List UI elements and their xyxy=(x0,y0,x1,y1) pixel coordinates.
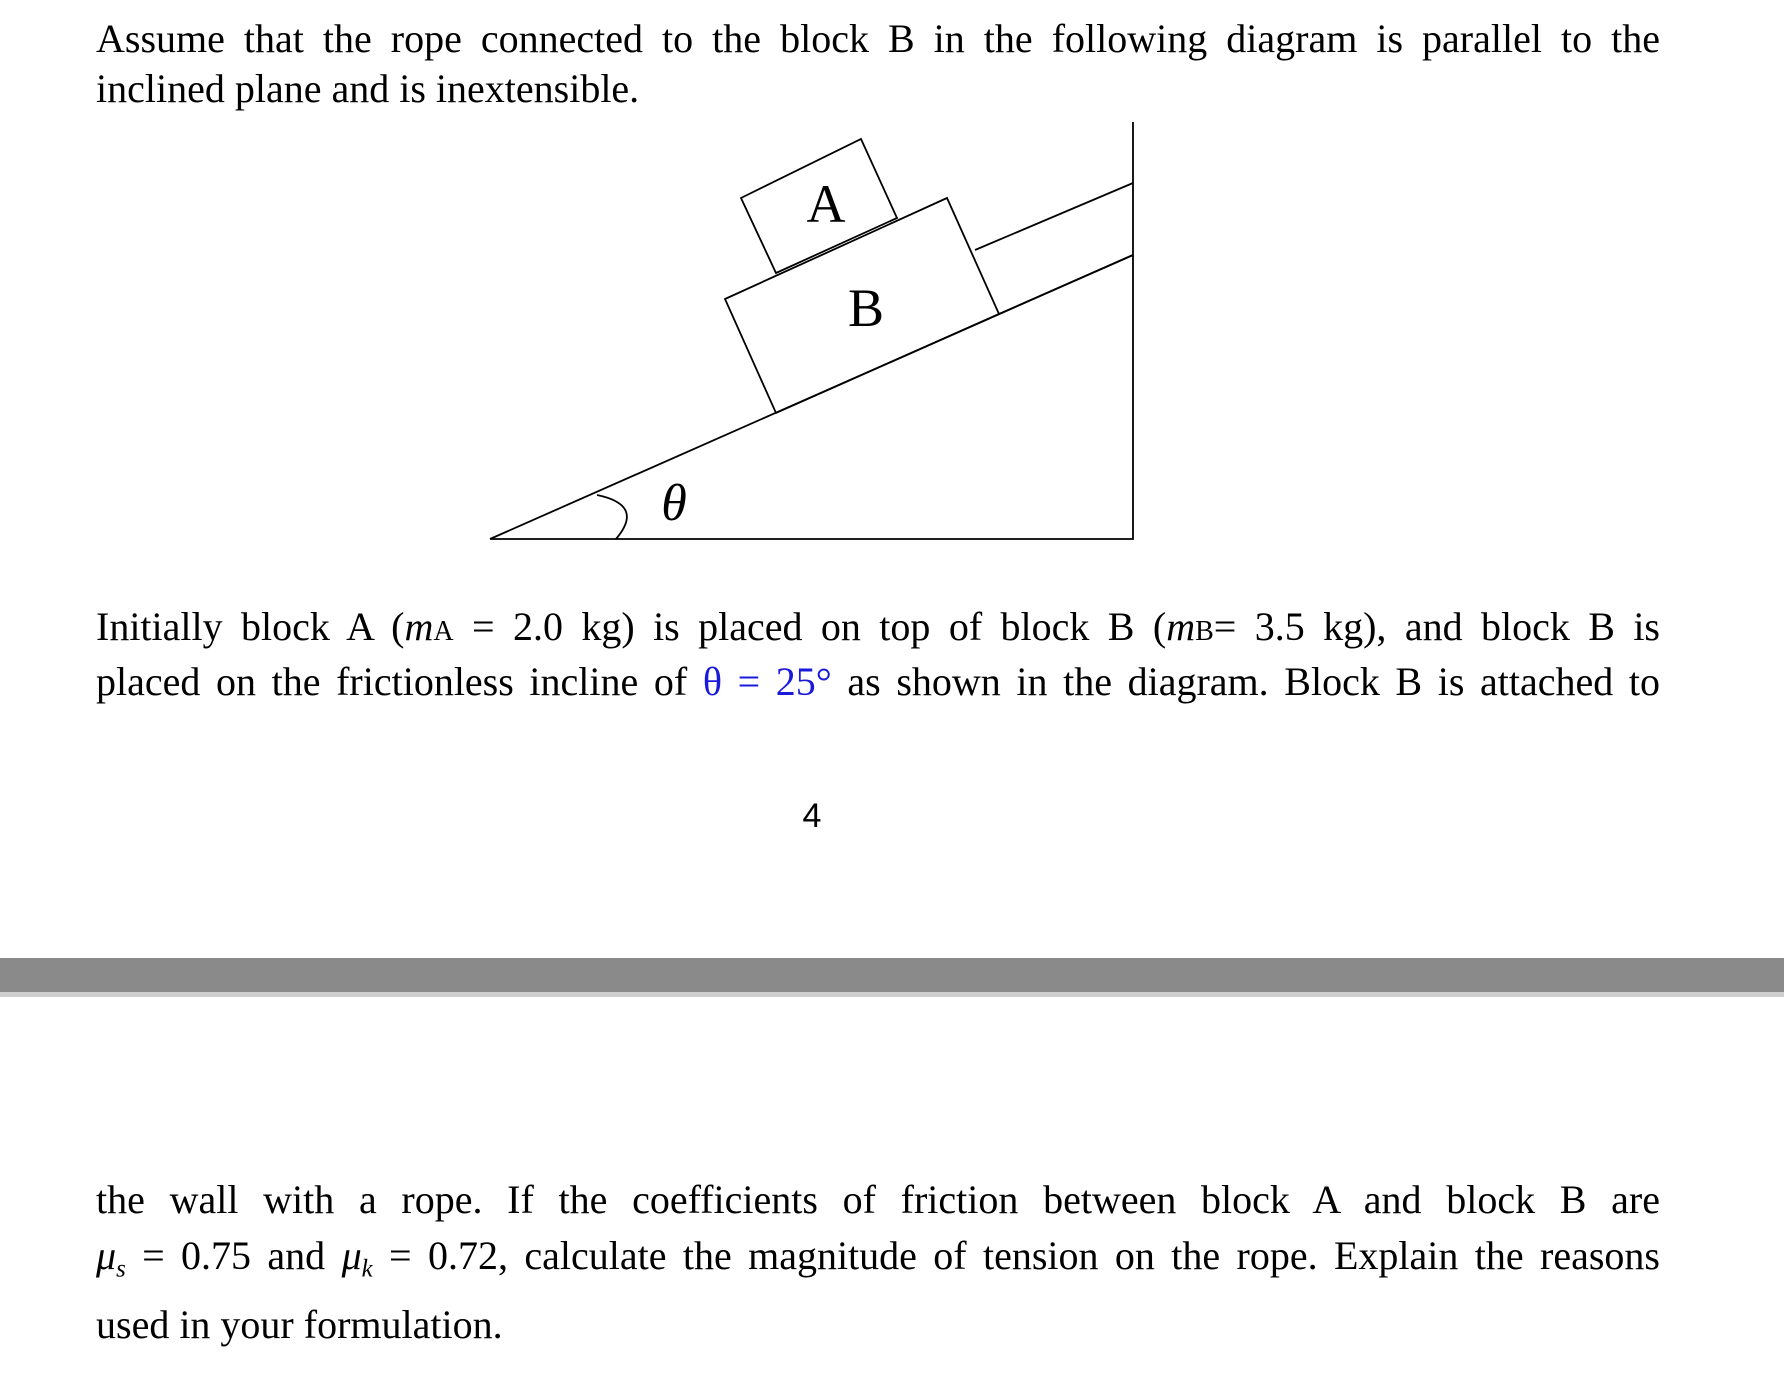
question-line-1: the wall with a rope. If the coefficients of friction between block A and block B are xyxy=(96,1177,1660,1222)
mu-k-value: = 0.72 xyxy=(372,1233,498,1278)
mu-s-symbol: μ xyxy=(96,1233,117,1278)
incline-diagram xyxy=(0,0,1784,560)
theta-arc xyxy=(597,495,627,539)
theta-value: θ = 25° xyxy=(702,659,832,704)
mass-a-symbol: m xyxy=(404,604,434,649)
page-divider xyxy=(0,958,1784,997)
block-a-label: A xyxy=(806,174,846,234)
question-line-3: used in your formulation. xyxy=(96,1302,503,1348)
block-b-label: B xyxy=(847,278,885,338)
question-line-2 xyxy=(96,1228,1660,1297)
theta-label: θ xyxy=(661,475,687,532)
setup-line-2 xyxy=(96,657,1660,707)
and-text: and xyxy=(251,1233,342,1278)
mass-b-symbol: m xyxy=(1166,604,1196,649)
setup-text-1b: = 2.0 kg) is placed on top of block B ( xyxy=(453,604,1167,649)
mu-k-subscript: k xyxy=(361,1255,373,1283)
setup-line-1 xyxy=(96,602,1660,657)
question-text-2: , calculate the magnitude of tension on the rope. Explain the reasons xyxy=(497,1233,1660,1278)
mass-b-subscript: B xyxy=(1195,616,1214,647)
mu-s-subscript: s xyxy=(116,1255,126,1283)
question-paragraph xyxy=(96,1172,1660,1353)
setup-text-1c: = 3.5 kg), and block B is xyxy=(1213,604,1660,649)
mu-k-symbol: μ xyxy=(341,1233,362,1278)
setup-text-2b: as shown in the diagram. Block B is attached to xyxy=(831,659,1660,704)
mu-s-value: = 0.75 xyxy=(125,1233,252,1278)
page-number: 4 xyxy=(802,797,822,835)
setup-text-2a: placed on the frictionless incline of xyxy=(96,659,703,704)
intro-line-1: Assume that the rope connected to the block B in the following diagram is parallel to the xyxy=(96,16,1660,61)
rope-upper-line xyxy=(975,183,1133,250)
setup-text-1a: Initially block A ( xyxy=(96,604,405,649)
rope-lower-line xyxy=(999,255,1133,314)
setup-paragraph xyxy=(96,602,1660,707)
intro-line-2: inclined plane and is inextensible. xyxy=(96,66,640,111)
mass-a-subscript: A xyxy=(433,616,454,647)
